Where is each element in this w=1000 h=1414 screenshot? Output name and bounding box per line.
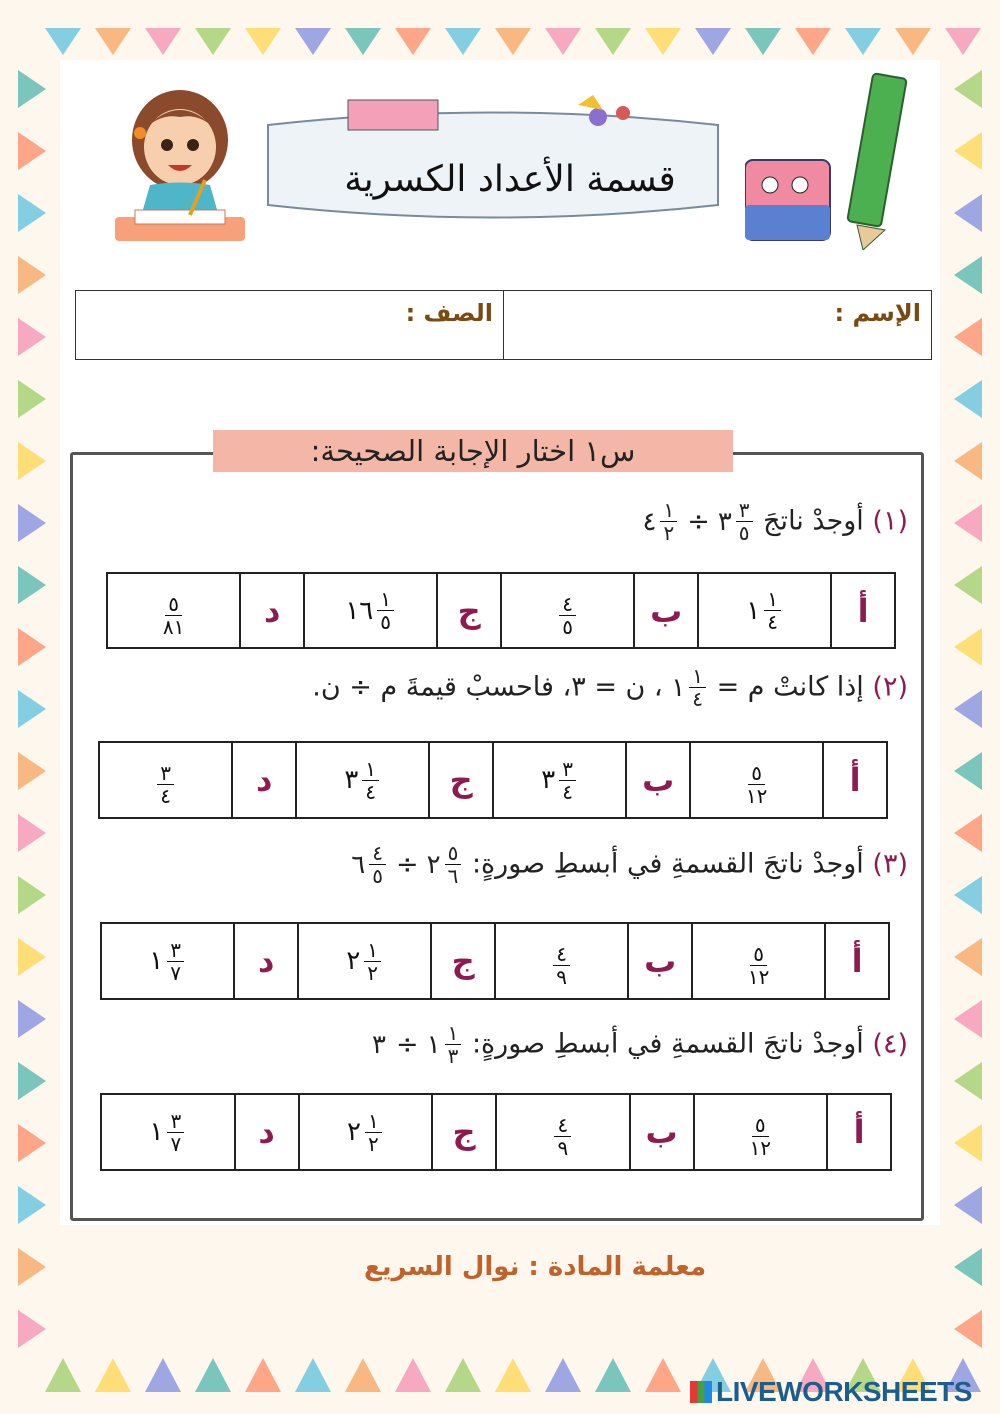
mixed-number bbox=[158, 591, 189, 639]
whole-number: ٣ bbox=[541, 765, 556, 795]
fraction: $\frac{١}{٥}$ bbox=[377, 589, 394, 632]
fraction: $\frac{٣}{٧}$ bbox=[167, 1111, 184, 1154]
border-triangle bbox=[18, 256, 46, 294]
mixed-number bbox=[149, 1108, 186, 1156]
fraction: $\frac{١}{٢}$ bbox=[364, 940, 381, 983]
option-letter: ب bbox=[628, 923, 692, 999]
border-triangle bbox=[95, 28, 131, 55]
option-letter: أ bbox=[825, 923, 889, 999]
whole-number: ٤ bbox=[642, 506, 657, 537]
worksheet-title: قسمة الأعداد الكسرية bbox=[344, 159, 676, 200]
border-triangle bbox=[345, 1358, 381, 1392]
border-triangle bbox=[18, 442, 46, 480]
section-title: س١ اختار الإجابة الصحيحة: bbox=[213, 430, 733, 472]
fraction: $\frac{٣}{٤}$ bbox=[559, 759, 576, 802]
border-triangle bbox=[695, 28, 731, 55]
whole-number: ٢ bbox=[346, 946, 361, 976]
border-triangle bbox=[954, 1310, 982, 1348]
border-triangle bbox=[18, 132, 46, 170]
mixed-number bbox=[743, 944, 774, 987]
border-triangle bbox=[954, 194, 982, 232]
border-triangle bbox=[18, 504, 46, 542]
fraction: $\frac{٣}{٤}$ bbox=[157, 763, 174, 806]
mixed-number bbox=[557, 591, 578, 639]
option-answer[interactable] bbox=[107, 573, 240, 648]
border-triangle bbox=[954, 628, 982, 666]
whole-number: ٢ bbox=[346, 1117, 361, 1147]
watermark-text: LIVEWORKSHEETS bbox=[716, 1376, 972, 1407]
option-letter: د bbox=[234, 923, 298, 999]
option-letter: ج bbox=[432, 1094, 496, 1170]
options-row bbox=[101, 1094, 891, 1170]
option-answer[interactable] bbox=[298, 923, 431, 999]
border-triangle bbox=[295, 28, 331, 55]
class-cell[interactable] bbox=[76, 291, 504, 359]
girl-writing-icon bbox=[110, 85, 250, 255]
option-answer[interactable] bbox=[690, 742, 823, 818]
border-triangle bbox=[145, 1358, 181, 1392]
question-rest: ، ن = ٣، فاحسبْ قيمةَ م ÷ ن. bbox=[312, 671, 663, 703]
option-letter: أ bbox=[823, 742, 887, 818]
border-triangle bbox=[18, 318, 46, 356]
border-triangle bbox=[954, 318, 982, 356]
operator: ÷ bbox=[396, 1029, 419, 1060]
fraction: $\frac{١}{٤}$ bbox=[689, 666, 706, 709]
fraction: $\frac{٥}{١٢}$ bbox=[745, 761, 768, 808]
whole-number: ٣ bbox=[372, 1029, 386, 1060]
mixed-number bbox=[149, 937, 186, 985]
options-table bbox=[106, 572, 896, 649]
options-row bbox=[99, 742, 887, 818]
option-letter: ب bbox=[634, 573, 698, 648]
fraction: $\frac{٤}{٩}$ bbox=[554, 1115, 571, 1158]
options-row bbox=[101, 923, 889, 999]
option-answer[interactable] bbox=[304, 573, 437, 648]
border-triangle bbox=[245, 1358, 281, 1392]
border-triangle bbox=[954, 1124, 982, 1162]
border-triangle bbox=[45, 1358, 81, 1392]
option-answer[interactable] bbox=[296, 742, 429, 818]
border-triangle bbox=[945, 28, 981, 55]
border-triangle bbox=[18, 70, 46, 108]
fraction: $\frac{١}{٤}$ bbox=[764, 589, 781, 632]
option-letter: ب bbox=[626, 742, 690, 818]
fraction: $\frac{١}{٣}$ bbox=[445, 1023, 462, 1066]
border-triangle bbox=[195, 1358, 231, 1392]
mixed-number bbox=[155, 763, 176, 806]
mixed-number bbox=[346, 937, 383, 985]
expression bbox=[351, 843, 463, 886]
border-triangle bbox=[395, 28, 431, 55]
whole-number: ١ bbox=[746, 595, 761, 626]
question-1 bbox=[642, 500, 908, 543]
border-triangle bbox=[245, 28, 281, 55]
border-triangle bbox=[18, 194, 46, 232]
border-triangle bbox=[954, 442, 982, 480]
mixed-number bbox=[552, 1115, 573, 1158]
operator: ÷ bbox=[396, 849, 419, 880]
border-triangle bbox=[954, 1062, 982, 1100]
fraction: $\frac{٣}{٥}$ bbox=[736, 500, 753, 543]
border-triangle bbox=[395, 1358, 431, 1392]
m-value bbox=[671, 666, 708, 709]
question-prompt: إذا كانتْ م = bbox=[716, 671, 864, 703]
option-letter: ج bbox=[437, 573, 501, 648]
border-triangle bbox=[954, 1000, 982, 1038]
pencil-eraser-icon bbox=[745, 65, 925, 250]
mixed-number bbox=[344, 756, 381, 804]
border-triangle bbox=[18, 876, 46, 914]
liveworksheets-logo-icon bbox=[690, 1381, 712, 1403]
border-triangle bbox=[954, 380, 982, 418]
border-triangle bbox=[45, 28, 81, 55]
fraction: $\frac{١}{٢}$ bbox=[365, 1111, 382, 1154]
question-number: ( ٤ ) bbox=[872, 1029, 908, 1060]
border-triangle bbox=[795, 28, 831, 55]
border-triangle bbox=[95, 1358, 131, 1392]
border-triangle bbox=[495, 28, 531, 55]
option-answer[interactable] bbox=[501, 573, 634, 648]
class-label: الصف : bbox=[405, 299, 493, 327]
border-triangle bbox=[445, 28, 481, 55]
question-number: ( ٣ ) bbox=[872, 849, 908, 880]
fraction: $\frac{٤}{٥}$ bbox=[369, 843, 386, 886]
border-triangle bbox=[545, 1358, 581, 1392]
fraction: $\frac{٤}{٩}$ bbox=[553, 944, 570, 987]
border-triangle bbox=[18, 1000, 46, 1038]
border-triangle bbox=[845, 28, 881, 55]
fraction: $\frac{٥}{١٢}$ bbox=[749, 1113, 772, 1160]
border-triangle bbox=[954, 690, 982, 728]
border-triangle bbox=[345, 28, 381, 55]
option-answer[interactable] bbox=[495, 923, 628, 999]
border-triangle bbox=[895, 28, 931, 55]
border-triangle bbox=[18, 690, 46, 728]
border-triangle bbox=[445, 1358, 481, 1392]
border-triangle bbox=[18, 752, 46, 790]
whole-number: ٣ bbox=[717, 506, 732, 537]
fraction: $\frac{٥}{٦}$ bbox=[445, 843, 462, 886]
border-triangle bbox=[645, 28, 681, 55]
option-letter: أ bbox=[831, 573, 895, 648]
option-answer[interactable] bbox=[493, 742, 626, 818]
name-label: الإسم : bbox=[834, 299, 921, 327]
question-number: ( ١ ) bbox=[872, 506, 908, 537]
border-triangle bbox=[645, 1358, 681, 1392]
option-letter: د bbox=[235, 1094, 299, 1170]
options-table bbox=[100, 1093, 892, 1171]
expression bbox=[372, 1023, 463, 1066]
option-letter: د bbox=[240, 573, 304, 648]
question-prompt: أوجدْ ناتجَ bbox=[763, 505, 864, 537]
border-triangle bbox=[18, 938, 46, 976]
question-number: ( ٢ ) bbox=[872, 672, 908, 703]
question-prompt: أوجدْ ناتجَ القسمةِ في أبسطِ صورةٍ: bbox=[471, 1028, 864, 1060]
expression bbox=[642, 500, 754, 543]
border-triangle bbox=[954, 132, 982, 170]
border-triangle bbox=[954, 1186, 982, 1224]
option-answer[interactable] bbox=[694, 1094, 828, 1170]
border-triangle bbox=[495, 1358, 531, 1392]
fraction: $\frac{٣}{٧}$ bbox=[167, 940, 184, 983]
mixed-number bbox=[551, 944, 572, 987]
option-answer[interactable] bbox=[299, 1094, 433, 1170]
border-triangle bbox=[18, 628, 46, 666]
border-triangle bbox=[954, 876, 982, 914]
mixed-number bbox=[541, 756, 578, 804]
whole-number: ٢ bbox=[426, 849, 441, 880]
option-answer[interactable] bbox=[99, 742, 232, 818]
fraction: $\frac{١}{٤}$ bbox=[362, 759, 379, 802]
border-triangle bbox=[195, 28, 231, 55]
fraction: $\frac{٥}{١٢}$ bbox=[747, 942, 770, 989]
border-triangle bbox=[295, 1358, 331, 1392]
name-cell[interactable] bbox=[504, 291, 931, 359]
whole-number: ١ bbox=[149, 1117, 164, 1147]
whole-number: ١ bbox=[671, 672, 686, 703]
mixed-number bbox=[346, 1108, 384, 1156]
question-prompt: أوجدْ ناتجَ القسمةِ في أبسطِ صورةٍ: bbox=[471, 848, 864, 880]
option-answer[interactable] bbox=[101, 1094, 235, 1170]
question-2 bbox=[312, 666, 908, 709]
whole-number: ٦ bbox=[351, 849, 366, 880]
border-triangle bbox=[18, 566, 46, 604]
border-triangle bbox=[18, 380, 46, 418]
border-triangle bbox=[954, 752, 982, 790]
question-3 bbox=[351, 843, 908, 886]
border-triangle bbox=[954, 814, 982, 852]
teacher-name: معلمة المادة : نوال السريع bbox=[363, 1252, 707, 1282]
fraction: $\frac{١}{٢}$ bbox=[660, 500, 677, 543]
border-triangle bbox=[595, 1358, 631, 1392]
border-triangle bbox=[18, 1248, 46, 1286]
option-answer[interactable] bbox=[101, 923, 234, 999]
operator: ÷ bbox=[687, 506, 710, 537]
border-triangle bbox=[954, 566, 982, 604]
mixed-number bbox=[745, 1115, 776, 1158]
border-triangle bbox=[595, 28, 631, 55]
border-triangle bbox=[545, 28, 581, 55]
liveworksheets-watermark bbox=[690, 1376, 972, 1408]
border-triangle bbox=[954, 256, 982, 294]
whole-number: ٣ bbox=[344, 765, 359, 795]
border-triangle bbox=[954, 1248, 982, 1286]
options-table bbox=[98, 741, 888, 819]
border-triangle bbox=[18, 1186, 46, 1224]
border-triangle bbox=[954, 504, 982, 542]
whole-number: ١ bbox=[426, 1029, 441, 1060]
student-info-table bbox=[75, 290, 932, 360]
mixed-number bbox=[741, 763, 772, 806]
mixed-number bbox=[746, 589, 783, 632]
border-triangle bbox=[145, 28, 181, 55]
border-triangle bbox=[18, 1310, 46, 1348]
option-answer[interactable] bbox=[496, 1094, 630, 1170]
option-letter: ب bbox=[630, 1094, 694, 1170]
option-answer[interactable] bbox=[698, 573, 831, 648]
whole-number: ١ bbox=[149, 946, 164, 976]
whole-number: ١٦ bbox=[345, 595, 374, 626]
options-row bbox=[107, 573, 895, 648]
fraction: $\frac{٤}{٥}$ bbox=[559, 594, 576, 637]
border-triangle bbox=[18, 1062, 46, 1100]
option-letter: ج bbox=[429, 742, 493, 818]
options-table bbox=[100, 922, 890, 1000]
mixed-number bbox=[345, 589, 396, 632]
border-triangle bbox=[18, 1124, 46, 1162]
border-triangle bbox=[745, 28, 781, 55]
fraction: $\frac{٥}{٨١}$ bbox=[162, 591, 185, 639]
option-letter: د bbox=[232, 742, 296, 818]
option-letter: ج bbox=[431, 923, 495, 999]
border-triangle bbox=[18, 814, 46, 852]
border-triangle bbox=[954, 938, 982, 976]
border-triangle bbox=[954, 70, 982, 108]
option-answer[interactable] bbox=[692, 923, 825, 999]
question-4 bbox=[372, 1023, 908, 1066]
option-letter: أ bbox=[827, 1094, 891, 1170]
